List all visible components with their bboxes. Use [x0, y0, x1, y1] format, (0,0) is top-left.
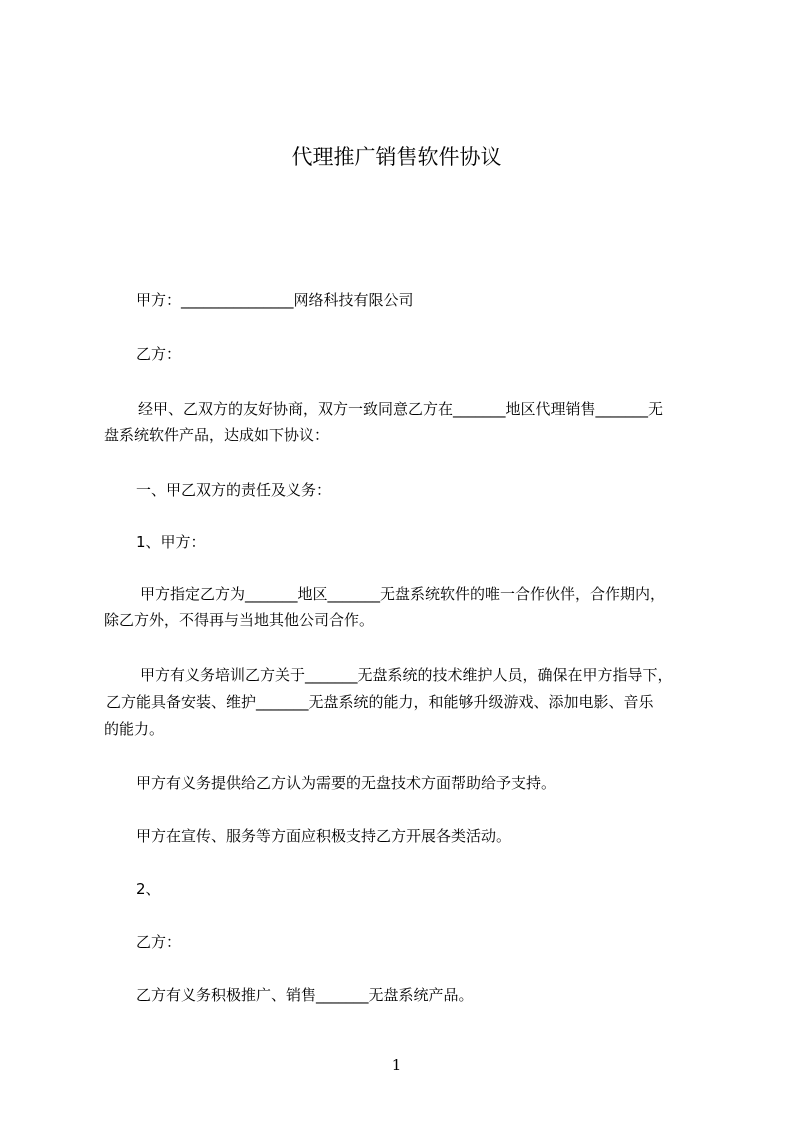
item-2-party-label: 乙方： — [136, 933, 182, 951]
item-2-heading: 2、 — [136, 880, 161, 898]
party-b-line: 乙方： — [136, 345, 182, 363]
document-title: 代理推广销售软件协议 — [291, 145, 502, 169]
intro-line-1: 经甲、乙双方的友好协商，双方一致同意乙方在_______地区代理销售_______无 — [138, 400, 664, 418]
party-a-duty-2-line-2: 乙方能具备安装、维护_______无盘系统的能力，和能够升级游戏、添加电影、音乐 — [106, 693, 654, 711]
section-1-heading: 一、甲乙双方的责任及义务： — [136, 481, 332, 499]
intro-line-2: 盘系统软件产品，达成如下协议： — [104, 426, 330, 444]
page-number: 1 — [391, 1056, 402, 1074]
party-a-duty-2-line-3: 的能力。 — [104, 720, 165, 738]
party-b-duty-1: 乙方有义务积极推广、销售_______无盘系统产品。 — [136, 986, 474, 1004]
party-a-duty-1-line-2: 除乙方外，不得再与当地其他公司合作。 — [104, 611, 375, 629]
party-a-duty-2-line-1: 甲方有义务培训乙方关于_______无盘系统的技术维护人员，确保在甲方指导下， — [140, 666, 673, 684]
party-a-duty-3: 甲方有义务提供给乙方认为需要的无盘技术方面帮助给予支持。 — [136, 774, 557, 792]
party-a-duty-1-line-1: 甲方指定乙方为_______地区_______无盘系统软件的唯一合作伙伴，合作期内， — [140, 585, 666, 603]
party-a-line: 甲方：_______________网络科技有限公司 — [136, 291, 414, 309]
party-a-duty-4: 甲方在宣传、服务等方面应积极支持乙方开展各类活动。 — [136, 827, 512, 845]
item-1-heading: 1、甲方： — [136, 533, 206, 551]
